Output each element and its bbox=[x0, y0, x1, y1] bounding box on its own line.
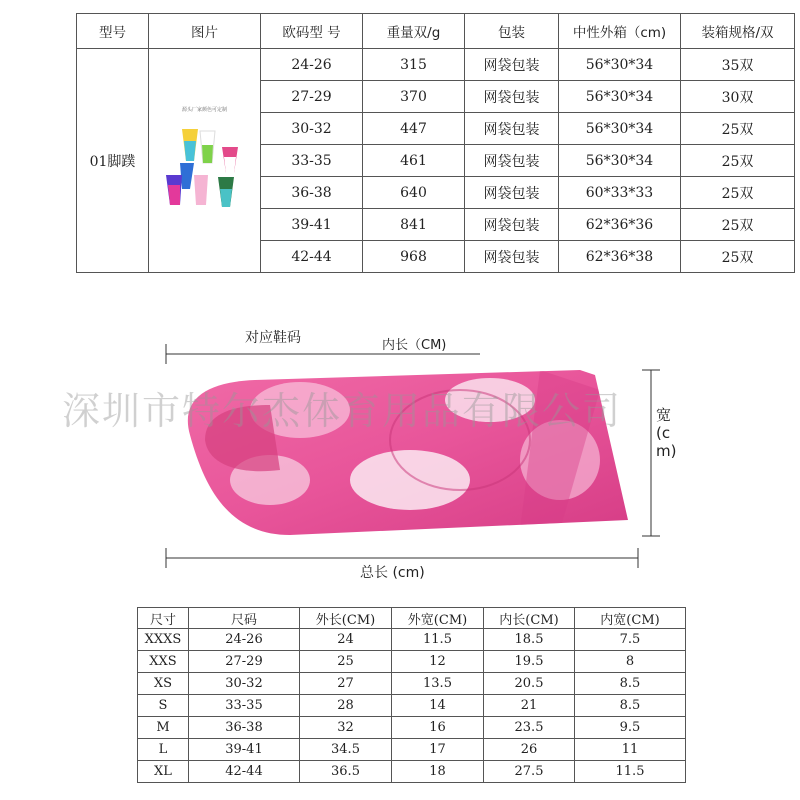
size-cell: 36-38 bbox=[261, 177, 363, 209]
carton-cell: 56*30*34 bbox=[559, 113, 681, 145]
table-cell: XXXS bbox=[138, 629, 189, 651]
table-cell: 14 bbox=[392, 695, 484, 717]
table-cell: XL bbox=[138, 761, 189, 783]
weight-cell: 640 bbox=[363, 177, 465, 209]
inner-length-label: 内长（CM) bbox=[382, 338, 447, 353]
header-cell: 内宽(CM) bbox=[575, 608, 686, 629]
company-watermark: 深圳市特尔杰体育用品有限公司 bbox=[62, 389, 623, 433]
table-cell: 26 bbox=[484, 739, 575, 761]
header-cell: 装箱规格/双 bbox=[681, 14, 795, 49]
package-cell: 网袋包装 bbox=[465, 177, 559, 209]
size-table bbox=[137, 607, 686, 783]
carton-cell: 56*30*34 bbox=[559, 49, 681, 81]
model-cell: 01脚蹼 bbox=[77, 49, 149, 273]
carton-cell: 62*36*36 bbox=[559, 209, 681, 241]
package-cell: 网袋包装 bbox=[465, 81, 559, 113]
table-cell: 8.5 bbox=[575, 695, 686, 717]
weight-cell: 968 bbox=[363, 241, 465, 273]
table-row bbox=[138, 673, 686, 695]
package-cell: 网袋包装 bbox=[465, 49, 559, 81]
table-cell: 12 bbox=[392, 651, 484, 673]
table-cell: 19.5 bbox=[484, 651, 575, 673]
fin-dimension-diagram bbox=[160, 330, 680, 590]
table-cell: S bbox=[138, 695, 189, 717]
header-cell: 欧码型 号 bbox=[261, 14, 363, 49]
carton-cell: 60*33*33 bbox=[559, 177, 681, 209]
package-cell: 网袋包装 bbox=[465, 209, 559, 241]
table-cell: 32 bbox=[300, 717, 392, 739]
per-box-cell: 30双 bbox=[681, 81, 795, 113]
carton-cell: 56*30*34 bbox=[559, 145, 681, 177]
table-row bbox=[138, 717, 686, 739]
package-cell: 网袋包装 bbox=[465, 145, 559, 177]
product-thumbnail bbox=[160, 106, 250, 216]
table-cell: 24 bbox=[300, 629, 392, 651]
thumbnail-caption: 源头厂家颜色可定制 bbox=[181, 106, 227, 113]
table-cell: 16 bbox=[392, 717, 484, 739]
table-row bbox=[138, 651, 686, 673]
table-cell: 11.5 bbox=[575, 761, 686, 783]
per-box-cell: 25双 bbox=[681, 113, 795, 145]
package-cell: 网袋包装 bbox=[465, 241, 559, 273]
spec-table-header bbox=[77, 14, 795, 49]
table-cell: 28 bbox=[300, 695, 392, 717]
header-cell: 重量双/g bbox=[363, 14, 465, 49]
table-cell: 11 bbox=[575, 739, 686, 761]
table-cell: 23.5 bbox=[484, 717, 575, 739]
table-cell: 21 bbox=[484, 695, 575, 717]
header-cell: 图片 bbox=[149, 14, 261, 49]
width-label: 宽(cm) bbox=[656, 406, 677, 460]
spec-table bbox=[76, 13, 795, 273]
table-cell: 25 bbox=[300, 651, 392, 673]
table-cell: 27.5 bbox=[484, 761, 575, 783]
weight-cell: 447 bbox=[363, 113, 465, 145]
table-row bbox=[138, 629, 686, 651]
header-cell: 尺码 bbox=[189, 608, 300, 629]
size-cell: 24-26 bbox=[261, 49, 363, 81]
table-cell: 33-35 bbox=[189, 695, 300, 717]
per-box-cell: 25双 bbox=[681, 241, 795, 273]
per-box-cell: 25双 bbox=[681, 209, 795, 241]
table-cell: 17 bbox=[392, 739, 484, 761]
table-cell: 24-26 bbox=[189, 629, 300, 651]
table-cell: 34.5 bbox=[300, 739, 392, 761]
shoe-size-label: 对应鞋码 bbox=[245, 330, 301, 346]
table-cell: 27-29 bbox=[189, 651, 300, 673]
header-cell: 外宽(CM) bbox=[392, 608, 484, 629]
table-cell: 36-38 bbox=[189, 717, 300, 739]
table-cell: M bbox=[138, 717, 189, 739]
header-cell: 型号 bbox=[77, 14, 149, 49]
weight-cell: 461 bbox=[363, 145, 465, 177]
product-thumbnail-cell bbox=[149, 49, 261, 273]
fins-icon bbox=[160, 119, 250, 214]
size-table-header bbox=[138, 608, 686, 629]
table-cell: 18 bbox=[392, 761, 484, 783]
table-cell: XS bbox=[138, 673, 189, 695]
table-row bbox=[138, 739, 686, 761]
header-cell: 外长(CM) bbox=[300, 608, 392, 629]
weight-cell: 370 bbox=[363, 81, 465, 113]
table-cell: 30-32 bbox=[189, 673, 300, 695]
header-cell: 尺寸 bbox=[138, 608, 189, 629]
table-cell: 8 bbox=[575, 651, 686, 673]
size-cell: 30-32 bbox=[261, 113, 363, 145]
table-cell: 39-41 bbox=[189, 739, 300, 761]
table-cell: 7.5 bbox=[575, 629, 686, 651]
table-cell: L bbox=[138, 739, 189, 761]
per-box-cell: 25双 bbox=[681, 145, 795, 177]
table-row bbox=[138, 695, 686, 717]
size-cell: 39-41 bbox=[261, 209, 363, 241]
weight-cell: 841 bbox=[363, 209, 465, 241]
per-box-cell: 25双 bbox=[681, 177, 795, 209]
table-row bbox=[77, 49, 795, 81]
carton-cell: 62*36*38 bbox=[559, 241, 681, 273]
total-length-label: 总长 (cm) bbox=[360, 565, 425, 581]
table-cell: 27 bbox=[300, 673, 392, 695]
fin-illustration bbox=[160, 330, 680, 590]
table-cell: XXS bbox=[138, 651, 189, 673]
table-cell: 18.5 bbox=[484, 629, 575, 651]
size-cell: 27-29 bbox=[261, 81, 363, 113]
table-cell: 20.5 bbox=[484, 673, 575, 695]
size-cell: 33-35 bbox=[261, 145, 363, 177]
header-cell: 内长(CM) bbox=[484, 608, 575, 629]
table-cell: 13.5 bbox=[392, 673, 484, 695]
weight-cell: 315 bbox=[363, 49, 465, 81]
per-box-cell: 35双 bbox=[681, 49, 795, 81]
header-cell: 中性外箱（cm) bbox=[559, 14, 681, 49]
table-row bbox=[138, 761, 686, 783]
table-cell: 9.5 bbox=[575, 717, 686, 739]
table-cell: 42-44 bbox=[189, 761, 300, 783]
size-cell: 42-44 bbox=[261, 241, 363, 273]
table-cell: 11.5 bbox=[392, 629, 484, 651]
table-cell: 36.5 bbox=[300, 761, 392, 783]
carton-cell: 56*30*34 bbox=[559, 81, 681, 113]
table-cell: 8.5 bbox=[575, 673, 686, 695]
package-cell: 网袋包装 bbox=[465, 113, 559, 145]
header-cell: 包装 bbox=[465, 14, 559, 49]
